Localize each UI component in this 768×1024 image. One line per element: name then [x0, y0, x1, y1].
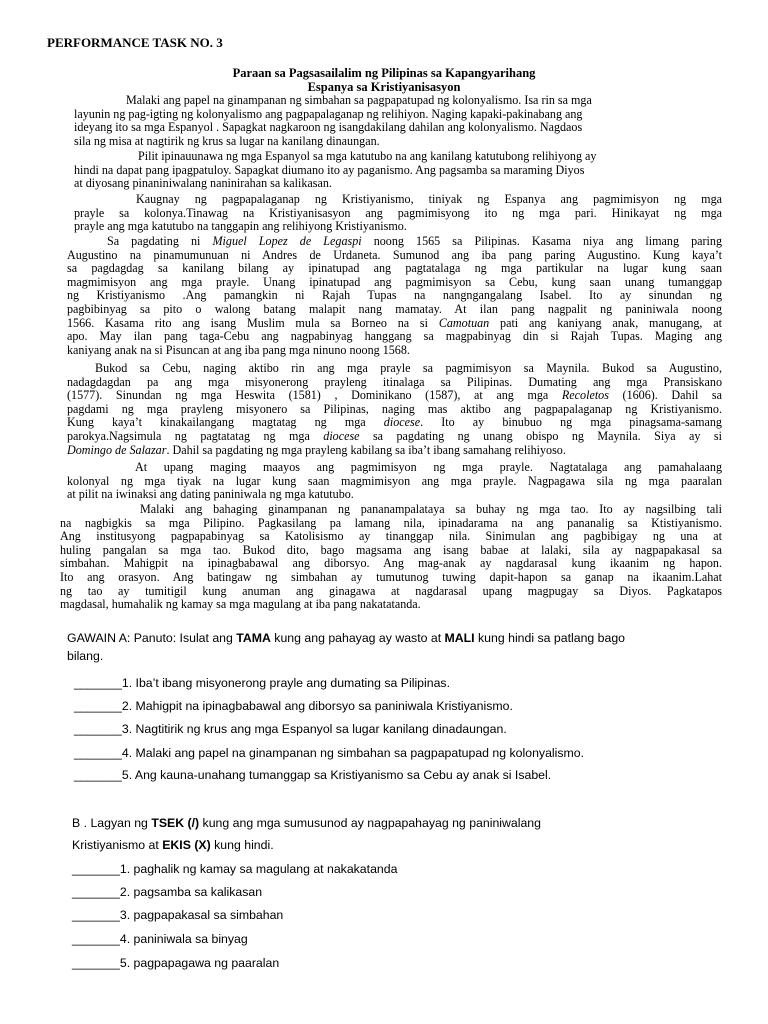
text-line: kolonyal ng mga tiyak na lugar kung saan magmimisyon ang mga prayle. Nagpagawa sila ng mga paaralan	[67, 473, 722, 488]
term-recoletos: Recoletos	[561, 388, 609, 403]
text-line: prayle sa kolonya.Tinawag na Kristiyanisasyon ang pagmimisyong ito ng mga pari. Hinikayat ng mga	[74, 205, 722, 220]
gawain-b-item-1: _______1. paghalik ng kamay sa magulang at nakakatanda	[72, 862, 398, 876]
text-line: sa pagdagdag sa kanilang bilang ay ipinatupad ang pagtatalaga ng mga partikular na lugar kung saan	[67, 261, 722, 276]
gawain-b-item-5: _______5. pagpapagawa ng paaralan	[72, 956, 280, 970]
text-line: ideyang ito sa mga Espanyol . Sapagkat nagkaroon ng isangdakilang dahilan ang kolonyalismo. Nagdaos	[74, 120, 583, 135]
paragraph-3	[74, 193, 722, 234]
text-line: na nagbigkis sa mga Pilipino. Pagkasilang pa lamang nila, ipinadarama na ang pananalig sa Ktistiyanismo.	[60, 515, 722, 530]
text-line	[67, 235, 722, 249]
name-camotuan: Camotuan	[438, 315, 490, 330]
text-line: ng tao ay tumitigil kung anuman ang ginagawa at nagdarasal upang magpugay sa Diyos. Pagkatapos	[60, 583, 722, 598]
text-line: hindi na dapat pang ipagpatuloy. Sapagkat diumano ito ay paganismo. Ang pagsamba sa maraming Diyos	[74, 162, 585, 177]
text-run: GAWAIN A: Panuto: Isulat ang	[67, 631, 237, 645]
keyword-mali: MALI	[444, 631, 475, 645]
gawain-a-item-4: _______4. Malaki ang papel na ginampanan ng simbahan sa pagpapatupad ng kolonyalismo.	[74, 746, 585, 760]
paragraph-7	[60, 503, 722, 612]
text-line: at pilit na iwinaksi ang dating paniniwala ng mga katutubo.	[67, 487, 354, 502]
text-line: Augustino na pinamumunuan ni Andres de Urdaneta. Sumunod ang iba pang paring Augustino. Kung kaya’t	[67, 247, 722, 262]
heading-line-2: Espanya sa Kristiyanisasyon	[307, 80, 461, 94]
keyword-tama: TAMA	[236, 631, 271, 645]
text-run: kung ang mga sumusunod ay nagpapahayag ng paniniwalang	[199, 816, 541, 830]
text-line: Ang institusyong pagpapabinyag sa Katolisismo ay tinanggap nila. Sinimulan ang pagbibigay ng una at	[60, 529, 722, 544]
text-line: kaniyang anak na si Pisuncan at ang iba pang mga ninuno noong 1568.	[67, 342, 410, 357]
text-run: kung hindi sa patlang bago	[474, 631, 626, 645]
keyword-tsek: TSEK (/)	[151, 816, 200, 830]
paragraph-4	[67, 235, 722, 357]
text-line: magdasal, humahalik ng kamay sa mga magulang at iba pang nakatatanda.	[60, 597, 421, 612]
gawain-b-instructions-line-2	[72, 838, 274, 852]
text-line: Malaki ang bahaging ginampanan ng pananampalataya sa buhay ng mga tao. Ito ay nagsilbing tali	[140, 502, 722, 516]
text-run: (1606). Dahil sa	[608, 388, 722, 403]
paragraph-1	[74, 94, 722, 148]
text-run: parokya.Nagsimula ng pagtatatag ng mga	[67, 428, 324, 443]
text-line: apo. May ilan pang taga-Cebu ang nagpabinyag hanggang sa magpabinyag din si Rajah Tupas. Maging ang	[67, 329, 722, 344]
text-run: sa pagdating ng unang obispo ng Maynila. Siya ay si	[359, 428, 722, 443]
text-line: pagdami ng mga prayleng misyonero sa Pilipinas, naging mas aktibo ang pagpapalaganap ng Kristiyanismo.	[67, 401, 722, 416]
task-title: PERFORMANCE TASK NO. 3	[47, 35, 223, 50]
text-run: noong 1565 sa Pilipinas. Kasama niya ang limang paring	[361, 234, 722, 248]
text-line	[67, 317, 722, 331]
text-line: pagbibinyag sa pito o walong batang malapit nang mamatay. At ilan pang nagpalit ng paniniwala noong	[67, 301, 722, 316]
text-run: B . Lagyan ng	[72, 816, 152, 830]
text-line	[67, 389, 722, 403]
gawain-a-item-3: _______3. Nagtitirik ng krus ang mga Espanyol sa lugar kanilang dinadaungan.	[74, 722, 507, 736]
text-line: Pilit ipinauunawa ng mga Espanyol sa mga katutubo na ang kanilang katutubong relihiyong ay	[138, 149, 597, 163]
text-run: . Dahil sa pagdating ng mga prayleng kabilang sa iba’t ibang samahang relihiyoso.	[166, 442, 566, 457]
text-line: at diyosang pinaniniwalang naninirahan sa kalikasan.	[74, 176, 332, 191]
text-line: ng Kristiyanismo .Ang pamangkin ni Rajah Tupas na nangngangalang Isabel. Ito ay sinundan ng	[67, 288, 722, 303]
text-line: nadagdagdan pa ang mga misyonerong prayleng itinalaga sa Pilipinas. Dumating ang mga Pransiskano	[67, 374, 722, 389]
paragraph-6	[67, 461, 722, 502]
gawain-b-item-2: _______2. pagsamba sa kalikasan	[72, 885, 263, 899]
text-run: (1577). Sinundan ng mga Heswita (1581) , Dominikano (1587), at ang mga	[67, 388, 562, 403]
text-line: Kaugnay ng pagpapalaganap ng Kristiyanismo, tiniyak ng Espanya ang pagmimisyon ng mga	[136, 192, 722, 206]
text-run: Kristiyanismo at	[72, 838, 163, 852]
keyword-ekis: EKIS (X)	[162, 838, 211, 852]
text-line	[67, 430, 722, 444]
text-run: Sa pagdating ni	[107, 234, 213, 248]
text-line: Malaki ang papel na ginampanan ng simbahan sa pagpapatupad ng kolonyalismo. Isa rin sa mga	[126, 93, 592, 107]
text-line: sila ng misa at nagtirik ng krus sa lugar na kanilang dinaungan.	[74, 133, 380, 148]
gawain-a-item-1: _______1. Iba’t ibang misyonerong prayle ang dumating sa Pilipinas.	[74, 676, 450, 690]
text-line: huling pangalan sa mga tao. Bukod dito, bago magsama ang isang babae at lalaki, sila ay nagpapakasal sa	[60, 542, 722, 557]
text-line: simbahan. Mahigpit na ipinagbabawal ang diborsyo. Ang mag-anak ay nagdarasal kung ikaanim ng hapon.	[60, 556, 722, 571]
text-line: At upang maging maayos ang pagmimisyon ng mga prayle. Nagtatalaga ang pamahalaang	[135, 460, 722, 474]
gawain-b-instructions	[72, 816, 541, 830]
gawain-b-item-3: _______3. pagpapakasal sa simbahan	[72, 908, 284, 922]
term-diocese: diocese	[383, 415, 421, 430]
text-run: kung hindi.	[210, 838, 274, 852]
gawain-a-instructions-line-2: bilang.	[67, 649, 104, 663]
paragraph-2	[74, 150, 722, 191]
gawain-b-item-4: _______4. paniniwala sa binyag	[72, 932, 248, 946]
term-diocese: diocese	[323, 428, 360, 443]
text-line	[67, 416, 722, 430]
text-line	[67, 444, 722, 458]
text-run: pati ang kaniyang anak, manugang, at	[489, 315, 722, 330]
text-run: Kung kaya’t kinakailangang magtatag ng mga	[67, 415, 384, 430]
name-salazar: Domingo de Salazar	[67, 442, 167, 457]
text-line: Bukod sa Cebu, naging aktibo rin ang mga prayle sa pagmimisyon sa Maynila. Bukod sa Augustino,	[95, 361, 722, 375]
text-run: kung ang pahayag ay wasto at	[270, 631, 445, 645]
text-line: layunin ng pag-igting ng kolonyalismo ang pagpapalaganap ng relihiyon. Naging kapaki-pakinabang ang	[74, 106, 583, 121]
text-line: Ito ang orasyon. Ang batingaw ng simbahan ay tumutunog tuwing dapit-hapon sa ganap na ikaanim.Lahat	[60, 569, 722, 584]
gawain-a-item-2: _______2. Mahigpit na ipinagbabawal ang diborsyo sa paniniwala Kristiyanismo.	[74, 699, 513, 713]
gawain-a-instructions	[67, 631, 625, 645]
heading-line-1: Paraan sa Pagsasailalim ng Pilipinas sa Kapangyarihang	[232, 66, 536, 80]
gawain-a-item-5: _______5. Ang kauna-unahang tumanggap sa Kristiyanismo sa Cebu ay anak si Isabel.	[74, 768, 552, 782]
text-run: 1566. Kasama rito ang isang Muslim mula sa Borneo na si	[67, 315, 439, 330]
text-line: prayle ang mga katutubo na tanggapin ang relihiyong Kristiyanismo.	[74, 219, 407, 234]
text-line: magmimisyon ang mga prayle. Unang ipinatupad ang pagmimisyon sa Cebu, kung saan unang tumanggap	[67, 274, 722, 289]
paragraph-5	[67, 362, 722, 457]
text-run: . Ito ay binubuo ng mga pinagsama-samang	[420, 415, 722, 430]
name-legaspi: Miguel Lopez de Legaspi	[212, 234, 362, 248]
